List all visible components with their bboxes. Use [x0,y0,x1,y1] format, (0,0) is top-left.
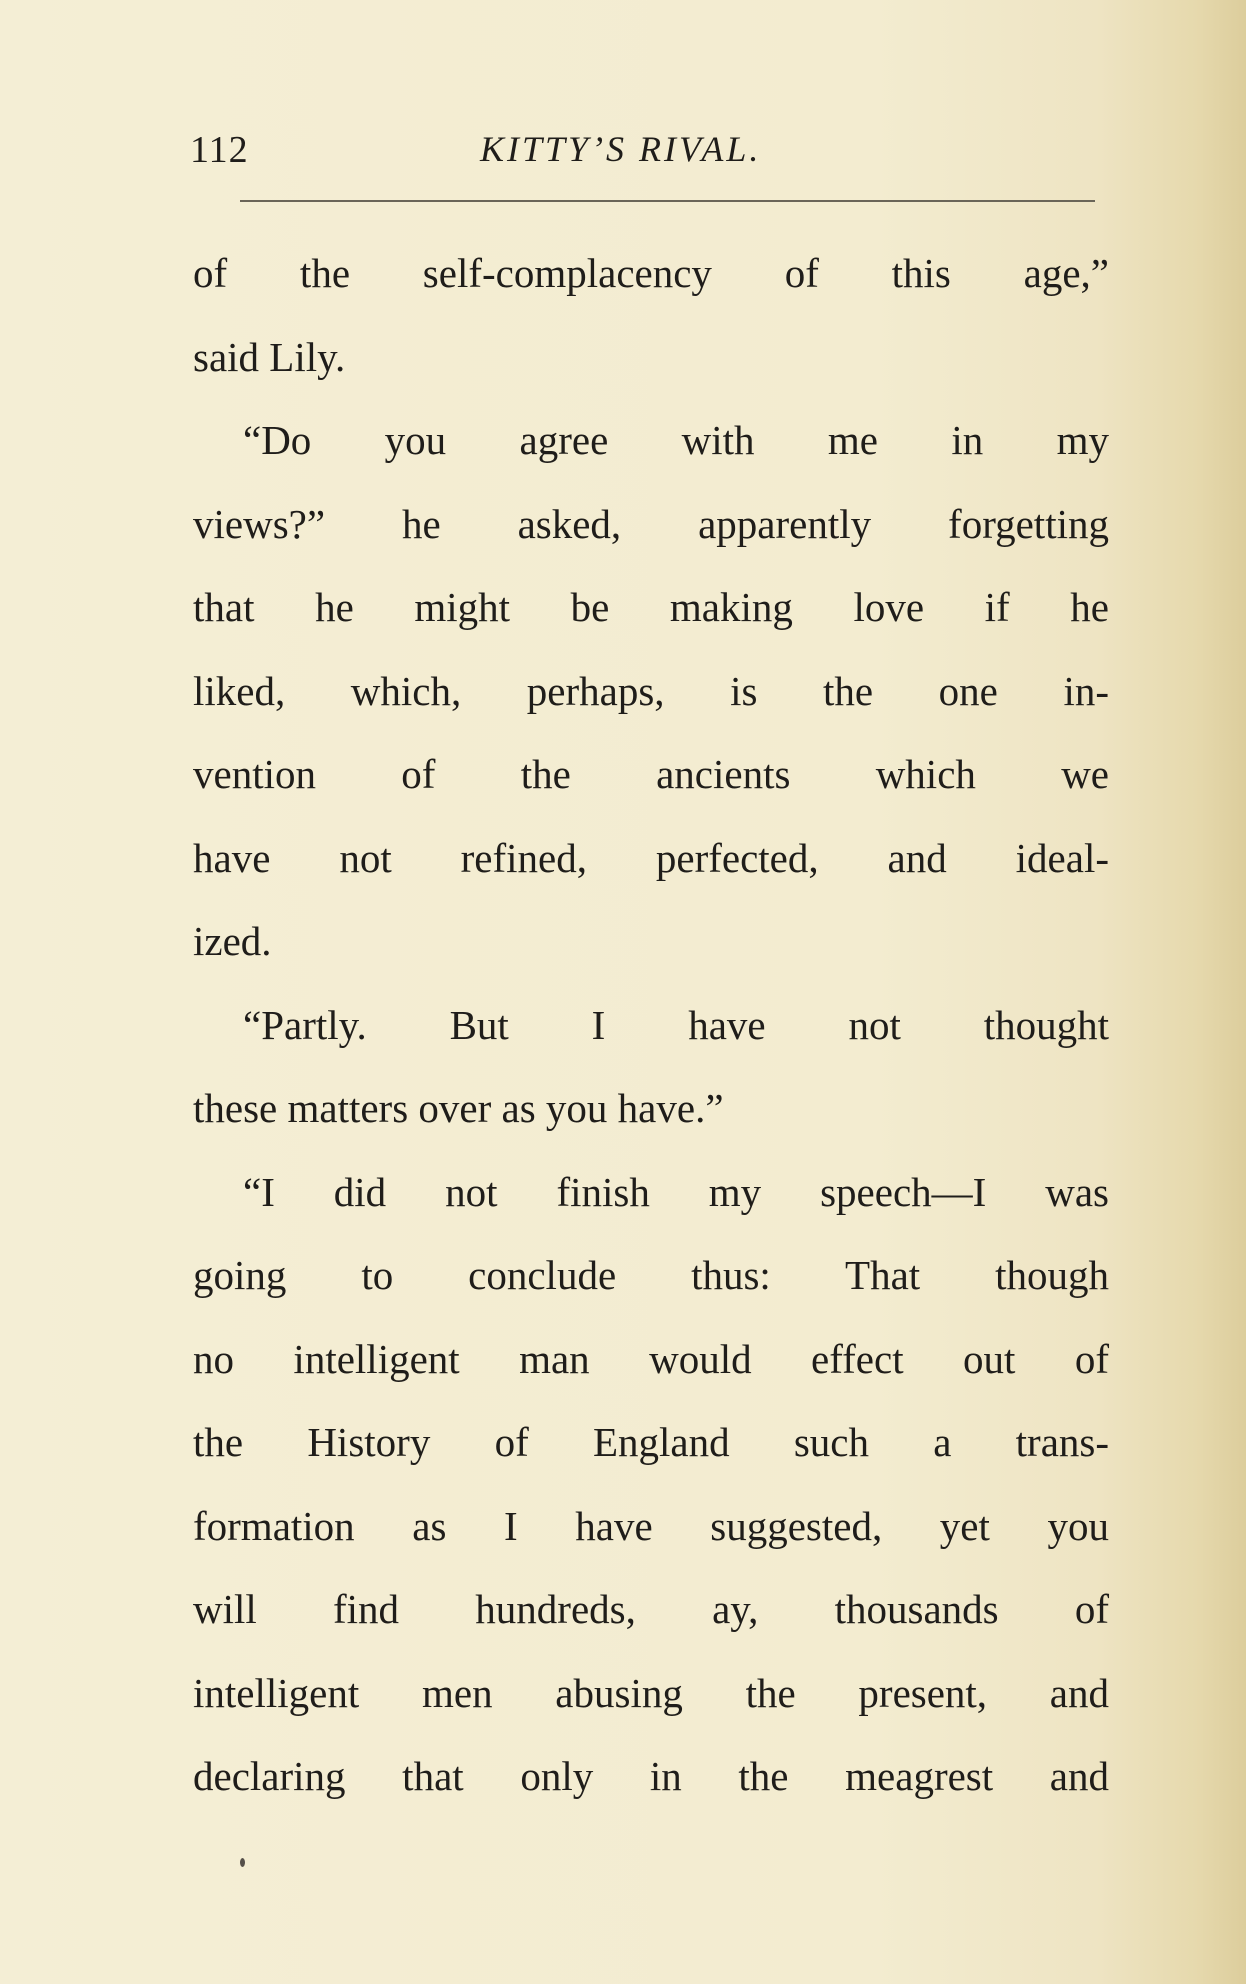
text-line: said Lily. [193,333,346,380]
text-line: intelligent men abusing the present, and [193,1669,1109,1716]
text-line: will find hundreds, ay, thousands of [193,1586,1109,1632]
text-line: have not refined, perfected, and ideal- [193,834,1109,881]
text-line: “Partly. But I have not thought [243,1001,1109,1048]
text-line: these matters over as you have.” [193,1085,724,1131]
text-line: “I did not finish my speech—I was [243,1168,1109,1215]
text-line: vention of the ancients which we [193,751,1109,797]
page-number: 112 [190,129,249,171]
text-line: views?” he asked, apparently forgetting [193,500,1109,547]
text-line: ized. [193,918,272,964]
text-line: going to conclude thus: That though [193,1252,1109,1298]
text-line: the History of England such a trans- [193,1419,1109,1465]
text-line: no intelligent man would effect out of [193,1335,1109,1382]
text-line: “Do you agree with me in my [243,417,1109,463]
running-title: KITTY’S RIVAL. [480,129,762,169]
text-line: declaring that only in the meagrest and [193,1753,1109,1799]
text-line: that he might be making love if he [193,584,1109,630]
page-body [193,232,1109,1819]
text-line: of the self-complacency of this age,” [193,250,1109,296]
header-rule [240,200,1095,202]
text-line: liked, which, perhaps, is the one in- [193,667,1109,714]
ink-speck [240,1858,245,1867]
page-header [190,128,1100,178]
text-line: formation as I have suggested, yet you [193,1502,1109,1549]
